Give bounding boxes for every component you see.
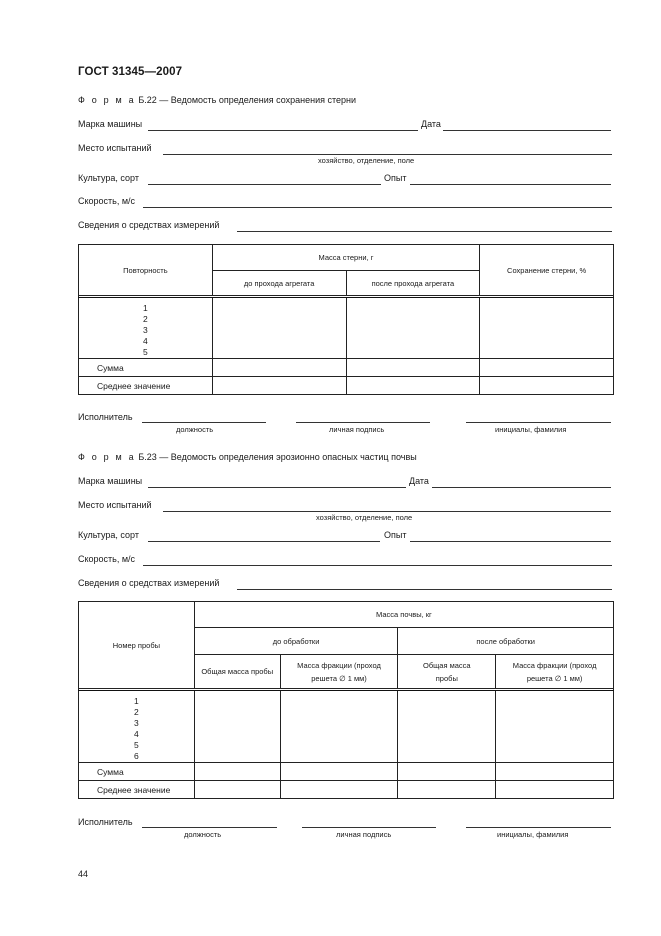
cell-mean-total-after[interactable] <box>398 781 496 799</box>
col-header-after-tillage: после обработки <box>398 628 614 655</box>
form-22-instruments-label: Сведения о средствах измерений <box>78 220 220 230</box>
form-22-executor-label: Исполнитель <box>78 412 133 422</box>
cell-mean-preserve[interactable] <box>480 377 614 395</box>
form-23-name-field[interactable] <box>466 827 611 828</box>
form-23-table <box>78 601 614 799</box>
form-22-speed-label: Скорость, м/с <box>78 196 136 206</box>
form-22-signature-caption: личная подпись <box>329 425 385 434</box>
form-23-machine-field[interactable] <box>148 487 406 488</box>
repeat-numbers <box>79 298 213 359</box>
form-22-crop-field[interactable] <box>148 184 381 185</box>
col-header-fraction-after: Масса фракции (проход решета ∅ 1 мм) <box>496 655 614 689</box>
col-header-total-before: Общая масса пробы <box>194 655 280 689</box>
row-mean-label: Среднее значение <box>79 377 213 395</box>
col-header-soil-mass: Масса почвы, кг <box>194 602 613 628</box>
row-mean-label: Среднее значение <box>79 781 195 799</box>
col-header-fraction-before: Масса фракции (проход решета ∅ 1 мм) <box>280 655 398 689</box>
cell-mean-fraction-before[interactable] <box>280 781 398 799</box>
row-number: 2 <box>134 707 139 717</box>
cell-sum-total-before[interactable] <box>194 763 280 781</box>
col-header-preservation: Сохранение стерни, % <box>480 245 614 296</box>
cell-fraction-after-data[interactable] <box>496 691 614 763</box>
row-number: 3 <box>143 325 148 335</box>
row-sum-label: Сумма <box>79 359 213 377</box>
form-22-date-label: Дата <box>421 119 441 129</box>
form-23-position-caption: должность <box>184 830 222 839</box>
form-22-machine-label: Марка машины <box>78 119 143 129</box>
form-23-instruments-label: Сведения о средствах измерений <box>78 578 220 588</box>
form-22-position-caption: должность <box>176 425 214 434</box>
form-23-machine-label: Марка машины <box>78 476 143 486</box>
form-22-speed-field[interactable] <box>143 207 612 208</box>
cell-mean-before[interactable] <box>212 377 346 395</box>
sample-numbers <box>79 691 195 763</box>
form-23-prefix: Ф о р м а <box>78 452 136 462</box>
form-22-place-label: Место испытаний <box>78 143 152 153</box>
form-22-position-field[interactable] <box>142 422 266 423</box>
form-22-instruments-field[interactable] <box>237 231 612 232</box>
form-23-title <box>78 452 417 462</box>
cell-sum-fraction-after[interactable] <box>496 763 614 781</box>
form-23-instruments-field[interactable] <box>237 589 612 590</box>
form-23-crop-label: Культура, сорт <box>78 530 139 540</box>
row-number: 5 <box>134 740 139 750</box>
form-23-trial-field[interactable] <box>410 541 611 542</box>
form-22-trial-field[interactable] <box>410 184 611 185</box>
cell-sum-before[interactable] <box>212 359 346 377</box>
cell-sum-fraction-before[interactable] <box>280 763 398 781</box>
cell-total-before-data[interactable] <box>194 691 280 763</box>
cell-fraction-before-data[interactable] <box>280 691 398 763</box>
form-23-name-caption: инициалы, фамилия <box>497 830 569 839</box>
col-header-before-tillage: до обработки <box>194 628 398 655</box>
document-header: ГОСТ 31345—2007 <box>78 66 183 78</box>
form-23-place-label: Место испытаний <box>78 500 152 510</box>
row-number: 5 <box>143 347 148 357</box>
form-22-machine-field[interactable] <box>148 130 418 131</box>
cell-after-data[interactable] <box>346 298 480 359</box>
form-23-trial-label: Опыт <box>384 530 407 540</box>
cell-mean-fraction-after[interactable] <box>496 781 614 799</box>
form-22-signature-field[interactable] <box>296 422 430 423</box>
row-number: 4 <box>143 336 148 346</box>
form-23-executor-label: Исполнитель <box>78 817 133 827</box>
cell-before-data[interactable] <box>212 298 346 359</box>
row-number: 3 <box>134 718 139 728</box>
row-number: 1 <box>143 303 148 313</box>
page-number: 44 <box>78 869 89 879</box>
row-number: 4 <box>134 729 139 739</box>
form-22-title-text: Б.22 — Ведомость определения сохранения стерни <box>138 95 357 105</box>
form-22-name-caption: инициалы, фамилия <box>495 425 567 434</box>
col-header-total-after: Общая масса пробы <box>398 655 496 689</box>
form-23-signature-field[interactable] <box>302 827 436 828</box>
form-22-trial-label: Опыт <box>384 173 407 183</box>
col-header-stubble-mass: Масса стерни, г <box>212 245 479 271</box>
form-23-title-text: Б.23 — Ведомость определения эрозионно опасных частиц почвы <box>138 452 417 462</box>
col-header-after-pass: после прохода агрегата <box>346 271 480 296</box>
col-header-sample: Номер пробы <box>79 602 195 689</box>
form-22-date-field[interactable] <box>443 130 611 131</box>
col-header-repeat: Повторность <box>79 245 213 296</box>
cell-mean-after[interactable] <box>346 377 480 395</box>
form-23-signature-caption: личная подпись <box>336 830 392 839</box>
cell-sum-preserve[interactable] <box>480 359 614 377</box>
cell-sum-total-after[interactable] <box>398 763 496 781</box>
form-22-place-caption: хозяйство, отделение, поле <box>318 156 415 165</box>
form-22-title <box>78 95 356 105</box>
form-23-crop-field[interactable] <box>148 541 380 542</box>
form-22-table <box>78 244 614 395</box>
cell-sum-after[interactable] <box>346 359 480 377</box>
form-23-place-field[interactable] <box>163 511 611 512</box>
form-22-crop-label: Культура, сорт <box>78 173 139 183</box>
cell-mean-total-before[interactable] <box>194 781 280 799</box>
cell-preserve-data[interactable] <box>480 298 614 359</box>
form-23-date-label: Дата <box>409 476 429 486</box>
col-header-before-pass: до прохода агрегата <box>212 271 346 296</box>
form-22-place-field[interactable] <box>163 154 612 155</box>
cell-total-after-data[interactable] <box>398 691 496 763</box>
form-22-prefix: Ф о р м а <box>78 95 136 105</box>
row-number: 1 <box>134 696 139 706</box>
form-23-speed-field[interactable] <box>143 565 612 566</box>
form-23-place-caption: хозяйство, отделение, поле <box>316 513 413 522</box>
row-sum-label: Сумма <box>79 763 195 781</box>
form-23-speed-label: Скорость, м/с <box>78 554 136 564</box>
row-number: 2 <box>143 314 148 324</box>
form-22-name-field[interactable] <box>466 422 611 423</box>
row-number: 6 <box>134 751 139 761</box>
form-23-position-field[interactable] <box>142 827 277 828</box>
form-23-date-field[interactable] <box>432 487 611 488</box>
